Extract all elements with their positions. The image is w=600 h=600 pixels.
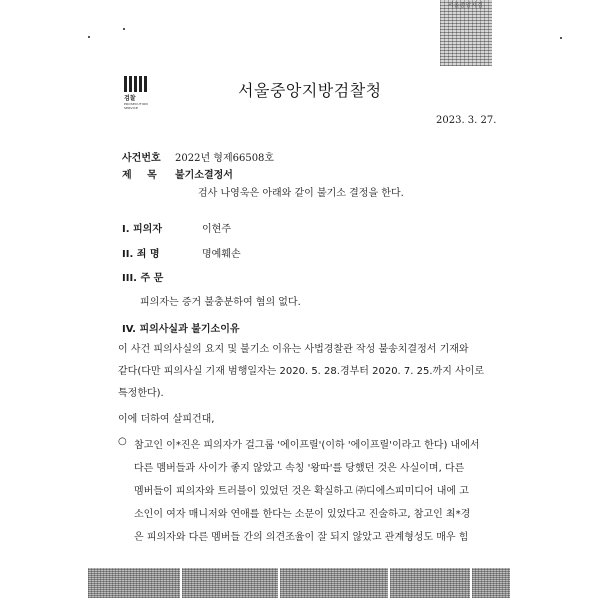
redaction-block [390, 568, 470, 598]
scan-speck [123, 28, 125, 30]
suspect-name: 이현주 [202, 224, 231, 235]
bullet-icon: ○ [118, 436, 127, 447]
reasons-line: 이 사건 피의사실의 요지 및 불기소 이유는 사법경찰관 작성 불송치결정서 기재와 [118, 344, 469, 355]
document-date: 2023. 3. 27. [436, 115, 497, 126]
redaction-block [182, 568, 278, 598]
order-text: 피의자는 증거 불충분하여 혐의 없다. [140, 297, 301, 308]
stamp-mark [440, 0, 492, 66]
reasons-line: 같다(다만 피의사실 기재 범행일자는 2020. 5. 28.경부터 2020. 7. 25.까지 사이로 [118, 366, 485, 377]
case-number-value: 2022년 형제66508호 [175, 153, 275, 164]
redaction-block [280, 568, 388, 598]
scan-speck [88, 36, 90, 38]
redaction-block [88, 568, 180, 598]
charge-value: 명예훼손 [202, 249, 241, 260]
stamp-label: 서울중앙지검 [448, 2, 483, 9]
order-label: III. 주 문 [122, 273, 164, 284]
reasons-label: IV. 피의사실과 불기소이유 [122, 324, 240, 335]
additional-intro: 이에 더하여 살피건대, [118, 414, 215, 425]
bullet-line: 은 피의자와 다른 멤버들 간의 의견조율이 잘 되지 않았고 관계형성도 매우 힘 [134, 532, 469, 543]
bullet-line: 소인이 여자 매니저와 연애를 한다는 소문이 있었다고 진술하고, 참고인 최*경 [134, 509, 471, 520]
case-number-label: 사건번호 [122, 153, 161, 164]
bullet-line: 다른 멤버들과 사이가 좋지 않았고 속칭 '왕따'를 당했던 것은 사실이며, 다른 [134, 463, 465, 474]
scan-speck [560, 37, 562, 39]
subject-label: 제 목 [122, 170, 163, 181]
intro-statement: 검사 나영욱은 아래와 같이 불기소 결정을 한다. [198, 188, 404, 199]
subject-value: 불기소결정서 [175, 170, 233, 181]
redaction-block [472, 568, 510, 598]
reasons-line: 특정한다). [118, 388, 164, 399]
bullet-line: 참고인 이*진은 피의자가 걸그룹 '에이프릴'(이하 '에이프릴'이라고 한다) 내에서 [134, 440, 480, 451]
suspect-label: I. 피의자 [122, 224, 162, 235]
bullet-line: 멤버들이 피의자와 트러블이 있었던 것은 확실하고 ㈜디에스피미디어 내에 고 [134, 486, 469, 497]
charge-label: II. 죄 명 [122, 249, 160, 260]
office-name: 서울중앙지방검찰청 [238, 81, 382, 100]
prosecution-logo-icon: 검찰 PROSECUTION SERVICE [124, 76, 152, 106]
